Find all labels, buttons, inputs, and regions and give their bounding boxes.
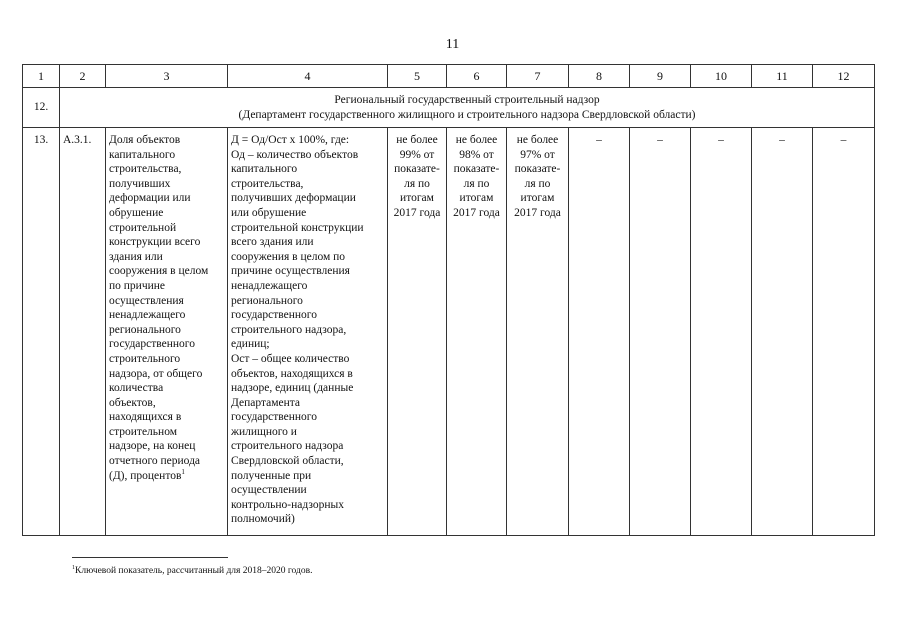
text-line: обрушение — [109, 206, 164, 219]
text-line: Свердловской области, — [231, 455, 344, 468]
text-line: Д = Од/Ост x 100%, где: — [231, 134, 350, 146]
text-line: получивших — [109, 177, 171, 190]
text-line: объектов, находящихся в — [231, 367, 353, 380]
text-line: итогам — [520, 192, 555, 205]
section-row — [23, 88, 875, 128]
text-line: итогам — [400, 192, 434, 205]
dash-cell: – — [752, 128, 813, 536]
text-line: 97% от — [520, 148, 555, 161]
column-number-cell: 3 — [106, 65, 228, 88]
text-line: не более — [455, 134, 498, 146]
text-line: государственного — [231, 411, 317, 424]
indicator-name — [109, 133, 224, 483]
dash-cell: – — [691, 128, 752, 536]
text-line: надзоре, на конец — [109, 440, 196, 453]
text-line: строительном — [109, 425, 178, 438]
page-number: 11 — [445, 37, 460, 52]
text-line: строительного надзора, — [231, 323, 347, 336]
text-line: 98% от — [459, 148, 494, 161]
column-number-cell: 2 — [60, 65, 106, 88]
text-line: отчетного периода — [109, 455, 201, 468]
text-line: государственного — [109, 338, 195, 351]
column-number-cell: 8 — [569, 65, 630, 88]
text-line: 2017 года — [453, 206, 500, 219]
text-line: Од – количество объектов — [231, 148, 359, 161]
text-line: конструкции всего — [109, 236, 201, 249]
footnote-mark: 1 — [181, 467, 185, 476]
text-line: ля по — [463, 177, 490, 190]
formula-cell — [228, 128, 388, 536]
text-line: деформации или — [109, 192, 191, 205]
section-title: Региональный государственный строительный надзор — [334, 93, 600, 106]
text-line: строительной конструкции — [231, 221, 364, 234]
text-line: находящихся в — [109, 411, 182, 424]
text-line: объектов, — [109, 396, 156, 409]
text-line: регионального — [231, 294, 303, 307]
text-line: полномочий) — [231, 513, 295, 526]
text-line: по причине — [109, 279, 166, 292]
row-number: 13. — [23, 128, 60, 536]
column-number-cell: 4 — [228, 65, 388, 88]
text-line: сооружения в целом — [109, 265, 209, 278]
text-line: осуществлении — [231, 484, 307, 497]
text-line: контрольно-надзорных — [231, 498, 344, 511]
footnote-divider — [72, 557, 228, 558]
target-2020-cell — [507, 128, 569, 536]
section-subtitle: (Департамент государственного жилищного и строительного надзора Свердловской области) — [238, 108, 696, 121]
text-line: Доля объектов — [109, 134, 181, 146]
table-header-row — [23, 65, 875, 88]
text-line: или обрушение — [231, 206, 307, 219]
column-number-cell: 5 — [388, 65, 447, 88]
text-line: ля по — [404, 177, 430, 190]
text-line — [109, 469, 224, 484]
text-line: причине осуществления — [231, 265, 350, 278]
column-number-cell: 6 — [447, 65, 507, 88]
table-row — [23, 128, 875, 536]
dash-cell: – — [569, 128, 630, 536]
target-2018-cell — [388, 128, 447, 536]
text-line: строительства, — [231, 177, 304, 190]
column-number-cell: 1 — [23, 65, 60, 88]
text-line: показате- — [514, 163, 561, 176]
column-number-cell: 10 — [691, 65, 752, 88]
text-line: 2017 года — [514, 206, 561, 219]
text-line: не более — [516, 134, 559, 146]
text-line: осуществления — [109, 294, 184, 307]
text-line: государственного — [231, 309, 317, 322]
text-line: итогам — [459, 192, 494, 205]
text-line: 99% от — [399, 148, 435, 161]
text-line: получивших деформации — [231, 192, 356, 205]
indicator-name-cell — [106, 128, 228, 536]
column-number-cell: 7 — [507, 65, 569, 88]
column-number-cell: 12 — [813, 65, 875, 88]
text-line: строительной — [109, 221, 177, 234]
text-line: полученные при — [231, 469, 312, 482]
text-line: здания или — [109, 250, 163, 263]
section-number: 12. — [23, 88, 60, 128]
text-line-part: (Д), процентов — [109, 469, 182, 482]
column-number-cell: 11 — [752, 65, 813, 88]
footnote — [72, 566, 312, 576]
text-line: строительного надзора — [231, 440, 344, 453]
text-line: надзоре, единиц (данные — [231, 382, 354, 395]
text-line: показате- — [453, 163, 500, 176]
text-line: количества — [109, 382, 164, 395]
indicator-code: А.3.1. — [60, 128, 106, 536]
text-line: ля по — [524, 177, 551, 190]
text-line: единиц; — [231, 338, 270, 351]
section-title-cell — [60, 88, 875, 128]
target-2019-cell — [447, 128, 507, 536]
text-line: сооружения в целом по — [231, 250, 346, 263]
footnote-text: Ключевой показатель, рассчитанный для 2018–2020 годов. — [75, 566, 313, 576]
text-line: ненадлежащего — [109, 309, 186, 322]
text-line: 2017 года — [393, 206, 441, 219]
indicator-table — [22, 64, 875, 536]
text-line: жилищного и — [231, 425, 297, 438]
text-line: капитального — [231, 163, 298, 176]
text-line: Департамента — [231, 396, 301, 409]
text-line: не более — [396, 134, 438, 146]
text-line: надзора, от общего — [109, 367, 203, 380]
text-line: ненадлежащего — [231, 279, 308, 292]
text-line: строительного — [109, 352, 181, 365]
dash-cell: – — [813, 128, 875, 536]
column-number-cell: 9 — [630, 65, 691, 88]
text-line: Ост – общее количество — [231, 352, 350, 365]
text-line: регионального — [109, 323, 181, 336]
text-line: показате- — [394, 163, 440, 176]
text-line: капитального — [109, 148, 176, 161]
dash-cell: – — [630, 128, 691, 536]
footnote-mark: 1 — [72, 564, 75, 571]
text-line: всего здания или — [231, 236, 314, 249]
text-line: строительства, — [109, 163, 182, 176]
